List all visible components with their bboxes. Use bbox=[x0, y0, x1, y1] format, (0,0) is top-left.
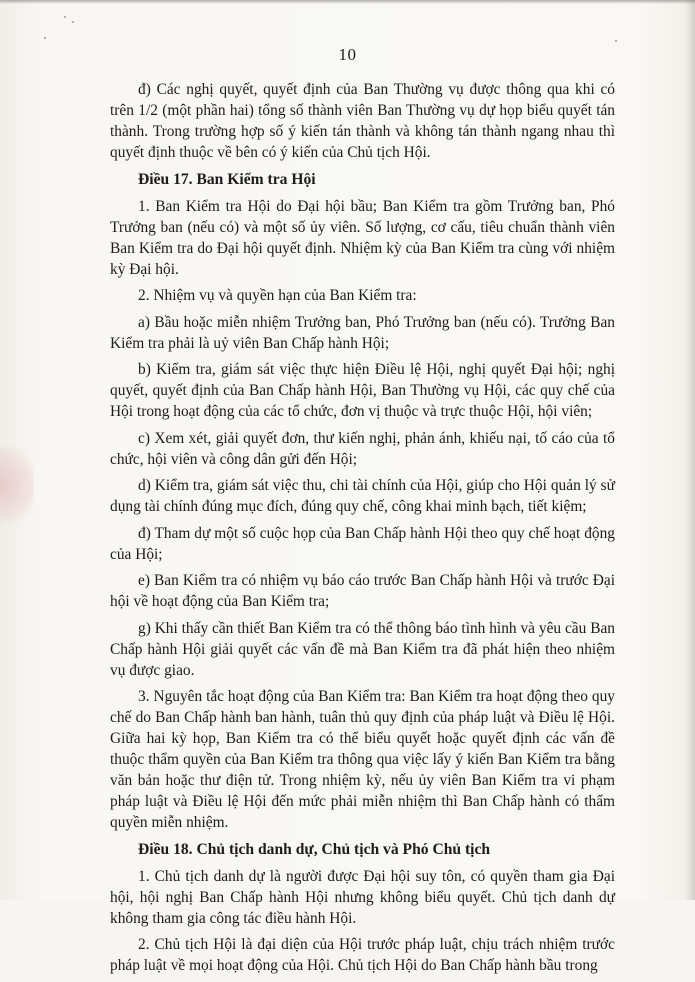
scan-top-edge bbox=[0, 0, 695, 4]
article-17-item-2b: b) Kiểm tra, giám sát việc thực hiện Điều lệ Hội, nghị quyết Đại hội; nghị quyết, quyết định của Ban Chấp hành Hội, Ban Thường vụ Hội, các quy chế của Hội trong hoạt động của các tổ chức, đơn vị thuộc và trực thuộc Hội, hội viên; bbox=[110, 361, 615, 420]
scan-speck bbox=[615, 40, 617, 42]
article-18-item-1: 1. Chủ tịch danh dự là người được Đại hội suy tôn, có quyền tham gia Đại hội, hội nghị Ban Chấp hành Hội nhưng không biểu quyết. Chủ tịch danh dự không tham gia công tác điều hành Hội. bbox=[110, 867, 615, 927]
article-17-item-2a: a) Bầu hoặc miễn nhiệm Trưởng ban, Phó Trưởng ban (nếu có). Trưởng Ban Kiểm tra phải là uỷ viên Ban Chấp hành Hội; bbox=[110, 313, 615, 352]
scan-speck bbox=[44, 37, 46, 39]
page-number: 10 bbox=[338, 45, 357, 64]
article-17-item-3: 3. Nguyên tắc hoạt động của Ban Kiểm tra: Ban Kiểm tra hoạt động theo quy chế do Ban Chấp hành ban hành, tuân thủ quy định của pháp luật và Điều lệ Hội. Giữa hai kỳ họp, Ban Kiểm tra có thể biểu quyết hoặc quyết định các vấn đề thuộc thẩm quyền của Ban Kiểm tra thông qua việc lấy ý kiến Ban Kiểm tra bằng văn bản hoặc thư điện tử. Trong nhiệm kỳ, nếu ủy viên Ban Kiểm tra vi phạm pháp luật và Điều lệ Hội đến mức phải miễn nhiệm thì Ban Chấp hành có thẩm quyền miễn nhiệm. bbox=[110, 688, 615, 831]
article-17-item-2e: e) Ban Kiểm tra có nhiệm vụ báo cáo trước Ban Chấp hành Hội và trước Đại hội về hoạt động của Ban Kiểm tra; bbox=[110, 572, 615, 610]
seal-stamp-bleed bbox=[0, 440, 34, 530]
article-17-item-2d: d) Kiểm tra, giám sát việc thu, chi tài chính của Hội, giúp cho Hội quản lý sử dụng tài chính đúng mục đích, đúng quy chế, công khai minh bạch, tiết kiệm; bbox=[110, 477, 615, 515]
scan-speck bbox=[72, 21, 74, 23]
scan-right-edge bbox=[685, 0, 695, 900]
article-17-item-2g: g) Khi thấy cần thiết Ban Kiểm tra có thể thông báo tình hình và yêu cầu Ban Chấp hành Hội giải quyết các vấn đề mà Ban Kiểm tra đã phát hiện theo nhiệm vụ được giao. bbox=[110, 619, 615, 679]
article-18-item-2: 2. Chủ tịch Hội là đại diện của Hội trước pháp luật, chịu trách nhiệm trước pháp luật về mọi hoạt động của Hội. Chủ tịch Hội do Ban Chấp hành bầu trong bbox=[110, 936, 615, 974]
article-17-item-2: 2. Nhiệm vụ và quyền hạn của Ban Kiểm tra: bbox=[138, 287, 417, 304]
clause-d-resolutions: đ) Các nghị quyết, quyết định của Ban Thường vụ được thông qua khi có trên 1/2 (một phần hai) tổng số thành viên Ban Thường vụ dự họp biểu quyết tán thành. Trong trường hợp số ý kiến tán thành và không tán thành ngang nhau thì quyết định thuộc về bên có ý kiến của Chủ tịch Hội. bbox=[110, 81, 615, 161]
article-17-item-2dd: đ) Tham dự một số cuộc họp của Ban Chấp hành Hội theo quy chế hoạt động của Hội; bbox=[110, 524, 615, 563]
scan-speck bbox=[64, 16, 66, 18]
article-17-heading: Điều 17. Ban Kiểm tra Hội bbox=[138, 170, 316, 188]
article-17-item-1: 1. Ban Kiểm tra Hội do Đại hội bầu; Ban Kiểm tra gồm Trưởng ban, Phó Trưởng ban (nếu có) và một số ủy viên. Số lượng, cơ cấu, tiêu chuẩn thành viên Ban Kiểm tra do Đại hội quyết định. Nhiệm kỳ của Ban Kiểm tra cùng với nhiệm kỳ Đại hội. bbox=[110, 197, 615, 278]
document-body bbox=[110, 79, 615, 982]
article-18-heading: Điều 18. Chủ tịch danh dự, Chủ tịch và Phó Chủ tịch bbox=[138, 840, 491, 858]
article-17-item-2c: c) Xem xét, giải quyết đơn, thư kiến nghị, phản ánh, khiếu nại, tố cáo của tổ chức, hội viên và công dân gửi đến Hội; bbox=[110, 429, 615, 468]
